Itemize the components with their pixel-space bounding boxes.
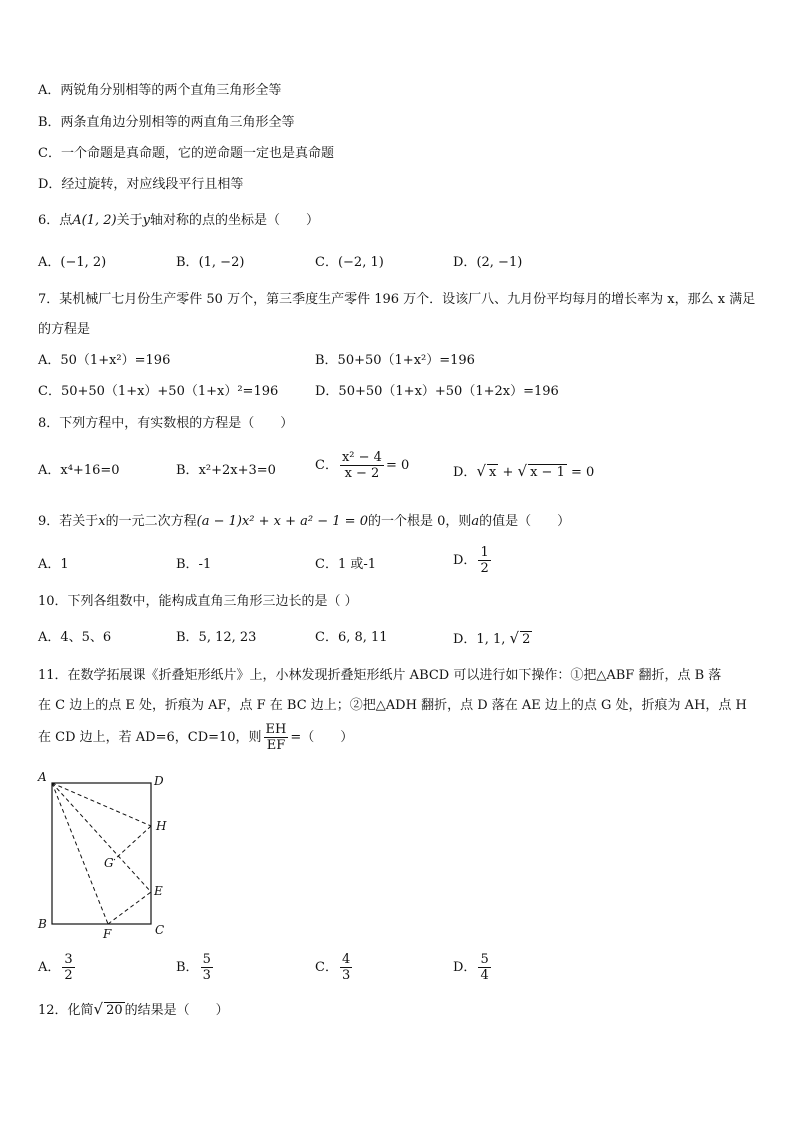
- label-e: E: [154, 884, 163, 898]
- q9-option-d: D． $\frac{1}{2}$: [453, 545, 489, 576]
- q9-option-b: B．-1: [176, 557, 212, 572]
- q8-option-b: B．x²+2x+3=0: [176, 463, 276, 478]
- q11-option-b: B． $\frac{5}{3}$: [176, 952, 211, 983]
- q6-point: A(1, 2): [72, 213, 117, 228]
- q6-option-c: C．(−2, 1): [315, 255, 384, 270]
- q11-line1: 11．在数学拓展课《折叠矩形纸片》上，小林发现折叠矩形纸片 ABCD 可以进行如下操作：①把△ABF 翻折，点 B 落: [38, 668, 722, 683]
- label-g: G: [104, 856, 114, 870]
- label-d: D: [154, 774, 164, 788]
- q9-option-c: C．1 或-1: [315, 557, 377, 572]
- q8-option-a: A．x⁴+16=0: [38, 463, 120, 478]
- q5-option-d: D．经过旋转，对应线段平行且相等: [38, 177, 244, 192]
- q12-stem: 12．化简√ 20 的结果是（ ）: [38, 1000, 229, 1018]
- q8-stem: 8．下列方程中，有实数根的方程是（ ）: [38, 416, 294, 431]
- q8-option-d: D．√ x + √ x − 1 = 0: [453, 462, 595, 480]
- q6-option-d: D．(2, −1): [453, 255, 523, 270]
- segment-fe: [108, 892, 151, 924]
- q11-line2: 在 C 边上的点 E 处，折痕为 AF，点 F 在 BC 边上；②把△ADH 翻折，点 D 落在 AE 边上的点 G 处，折痕为 AH，点 H: [38, 698, 747, 713]
- q5-option-c: C．一个命题是真命题，它的逆命题一定也是真命题: [38, 146, 334, 161]
- q10-option-c: C．6, 8, 11: [315, 630, 388, 645]
- q6-option-b: B．(1, −2): [176, 255, 245, 270]
- q7-option-d: D．50+50（1+x）+50（1+2x）=196: [315, 384, 559, 399]
- label-h: H: [156, 819, 167, 833]
- fold-line-ae: [52, 783, 151, 892]
- q7-option-a: A．50（1+x²）=196: [38, 353, 171, 368]
- q7-option-b: B．50+50（1+x²）=196: [315, 353, 475, 368]
- q7-option-c: C．50+50（1+x）+50（1+x）²=196: [38, 384, 279, 399]
- label-c: C: [155, 923, 165, 937]
- q11-rectangle-figure: [30, 768, 180, 940]
- q10-option-b: B．5, 12, 23: [176, 630, 257, 645]
- segment-hg: [114, 826, 151, 860]
- q6-option-a: A．(−1, 2): [38, 255, 107, 270]
- q11-option-c: C． $\frac{4}{3}$: [315, 952, 351, 983]
- q8-option-c: C． $\frac{\text{x² − 4}}{x - 2}$ = 0: [315, 450, 410, 481]
- q11-line3: 在 CD 边上，若 AD=6，CD=10，则 $\frac{EH}{EF}$ =（ ）: [38, 722, 354, 753]
- fold-line-ah: [52, 783, 151, 826]
- q9-equation: (a − 1)x² + x + a² − 1 = 0: [196, 514, 368, 529]
- q5-option-b: B．两条直角边分别相等的两直角三角形全等: [38, 115, 295, 130]
- q5-option-a: A．两锐角分别相等的两个直角三角形全等: [38, 83, 282, 98]
- label-a: A: [38, 770, 47, 784]
- q11-option-a: A． $\frac{3}{2}$: [38, 952, 73, 983]
- q9-stem: 9．若关于x的一元二次方程(a − 1)x² + x + a² − 1 = 0的一个根是 0，则a的值是（ ）: [38, 514, 571, 529]
- q10-option-a: A．4、5、6: [38, 630, 112, 645]
- label-b: B: [38, 917, 47, 931]
- label-f: F: [103, 927, 112, 940]
- q9-option-a: A．1: [38, 557, 69, 572]
- q11-option-d: D． $\frac{5}{4}$: [453, 952, 489, 983]
- q6-stem: 6．点A(1, 2)关于y轴对称的点的坐标是（ ）: [38, 213, 320, 228]
- q8-c-fraction: $\frac{\text{x² − 4}}{x - 2}$: [341, 450, 382, 481]
- q7-stem: 7．某机械厂七月份生产零件 50 万个，第三季度生产零件 196 万个．设该厂八、九月份平均每月的增长率为 x，那么 x 满足的方程是: [38, 292, 756, 337]
- q10-option-d: D．1, 1, √ 2: [453, 629, 531, 647]
- q10-stem: 10．下列各组数中，能构成直角三角形三边长的是（ ）: [38, 594, 358, 609]
